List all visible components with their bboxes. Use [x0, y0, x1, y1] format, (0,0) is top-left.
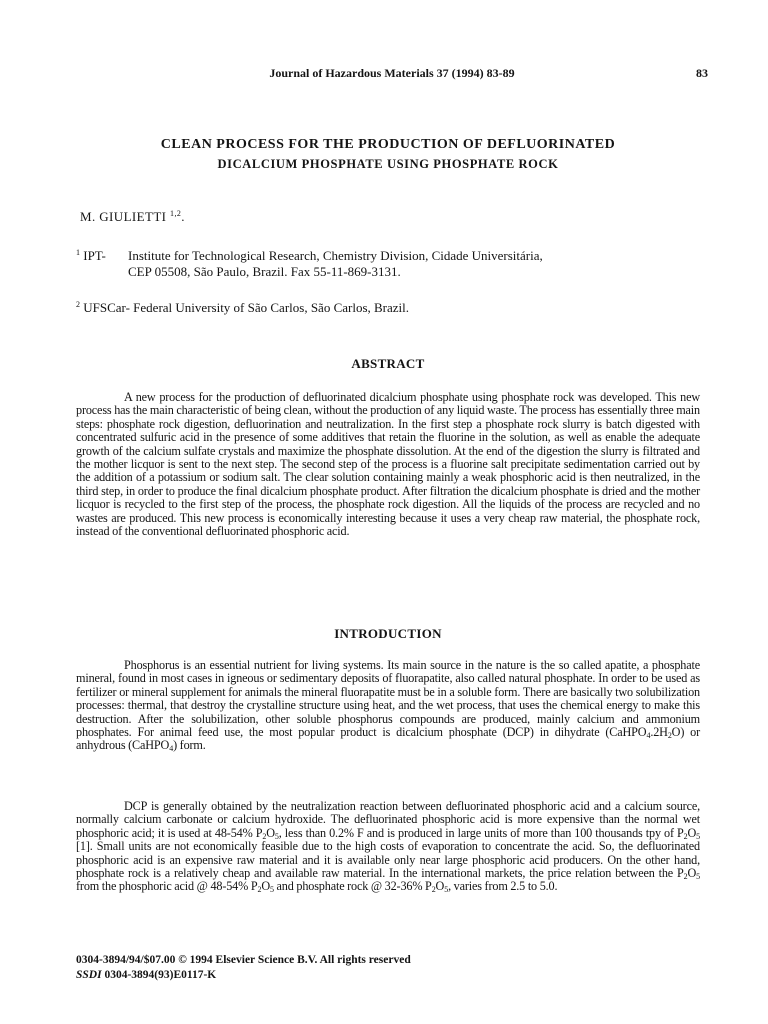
intro-p1-formula: $(CaHPO_4.2H_2O)$ or anhydrous (CaHPO$_4$) form. — [76, 725, 700, 754]
affiliation-2-marker: 2 — [76, 300, 80, 309]
author-name: M. GIULIETTI — [80, 209, 167, 224]
abstract-text: A new process for the production of defluorinated dicalcium phosphate using phosphate rock was developed. This new process has the main characteristic of being clean, without the production of any liquid waste. The process has essentially three main steps: phosphate rock digestion, defluorination and neutralization. In the first step a phosphate rock slurry is batch digested with concentrated sulfuric acid in the presence of some additives that retain the fluorine in the solution, as well as enable the adequate growth of the calcium sulfate crystals and maximize the phosphate dissolution. At the end of the digestion the slurry is filtrated and the mother licquor is sent to the next step. The second step of the process is a fluorine salt precipitate sedimentation carried out by the addition of a potassium or sodium salt. The clear solution containing mainly a weak phosphoric acid is then neutralized, in the third step, in order to produce the final dicalcium phosphate product. After filtration the dicalcium phosphate is dried and the mother licquor is recycled to the first step of the process, the phosphate rock digestion. All the liquids of the process are recycled and no wastes are produced. This new process is economically interesting because it uses a very cheap raw material, the phosphate rock, instead of the conventional defluorinated phosphoric acid. — [76, 390, 700, 539]
affiliation-2 — [76, 300, 706, 316]
introduction-paragraph-1 — [76, 659, 700, 753]
copyright-footer — [76, 953, 411, 983]
running-header — [76, 66, 708, 82]
title-line-2: DICALCIUM PHOSPHATE USING PHOSPHATE ROCK — [217, 157, 559, 171]
page-number: 83 — [696, 66, 708, 80]
author-affiliation-marks: 1,2 — [170, 209, 182, 218]
affiliation-1-line-1: Institute for Technological Research, Chemistry Division, Cidade Universitária, — [128, 248, 543, 263]
journal-citation: Journal of Hazardous Materials 37 (1994) 83-89 — [269, 66, 515, 80]
introduction-heading: INTRODUCTION — [334, 626, 442, 641]
paper-title — [76, 135, 700, 173]
author: M. GIULIETTI $^{1,2}$. — [80, 209, 185, 224]
affiliation-1-marker: $^1$ IPT- — [76, 248, 106, 263]
affiliation-1 — [76, 248, 706, 280]
title-line-1: CLEAN PROCESS FOR THE PRODUCTION OF DEFLUORINATED — [160, 137, 616, 152]
introduction-paragraph-2: DCP is generally obtained by the neutralization reaction between defluorinated phosphoric acid and a calcium source, normally calcium carbonate or calcium hydroxide. The defluorinated phosphoric acid is more expensive than the normal wet phosphoric acid; it is used at 48-54% $P_2O_5$, less than 0.2% F and is produced in large units of more than 100 thousands tpy of $P_2O_5$ [1]. Small units are not economically feasible due to the high costs of evaporation to concentrate the acid. So, the defluorinated phosphoric acid is an expensive raw material and it is available only near large phosphoric acid producers. On the other hand, phosphate rock is a relatively cheap and available raw material. In the international markets, the price relation between the $P_2O_5$ from the phosphoric acid @ 48-54% $P_2O_5$ and phosphate rock @ 32-36% $P_2O_5$, varies from 2.5 to 5.0. — [76, 799, 701, 895]
ssdi-line: SSDI 0304-3894(93)E0117-K — [76, 969, 217, 981]
intro-p1-text: Phosphorus is an essential nutrient for living systems. Its main source in the nature is the so called apatite, a phosphate mineral, found in most cases in igneous or sedimentary deposits of fluorapatite, also called natural phosphate. In order to be used as fertilizer or mineral supplement for animals the mineral fluorapatite must be in a soluble form. There are basically two solubilization processes: thermal, that destroy the crystalline structure using heat, and the wet process, that uses the chemical energy to make this destruction. After the solubilization, other soluble phosphorus compounds are produced, mainly calcium and ammonium phosphates. For animal feed use, the most popular product is dicalcium phosphate (DCP) in dihydrate — [76, 658, 700, 740]
affiliation-2-text: UFSCar- Federal University of São Carlos, São Carlos, Brazil. — [83, 300, 410, 315]
abstract-heading: ABSTRACT — [351, 356, 425, 371]
affiliation-1-line-2: CEP 05508, São Paulo, Brazil. Fax 55-11-869-3131. — [128, 264, 401, 279]
copyright-line: 0304-3894/94/$07.00 © 1994 Elsevier Science B.V. All rights reserved — [76, 954, 411, 966]
